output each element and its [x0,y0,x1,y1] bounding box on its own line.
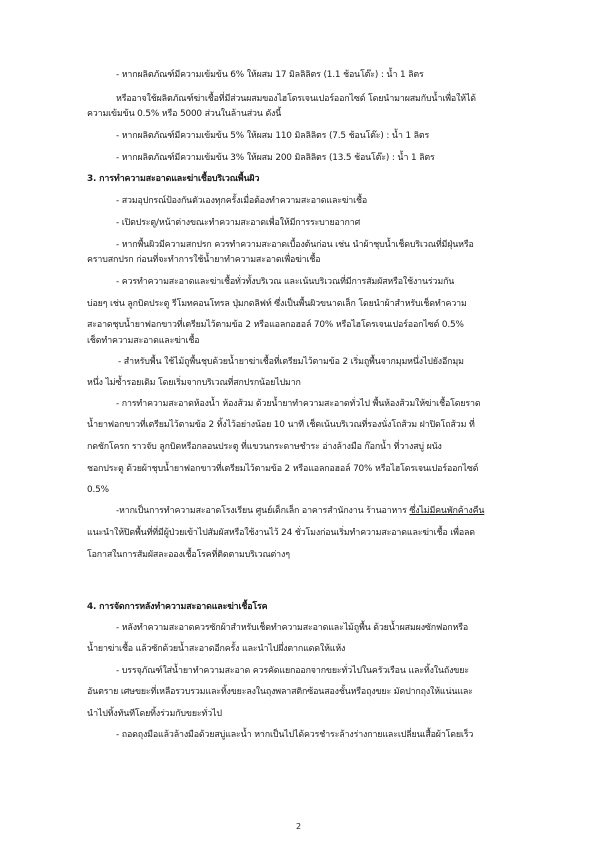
text-line: - สวมอุปกรณ์ป้องกันตัวเองทุกครั้งเมื่อต้องทำความสะอาดและฆ่าเชื้อ [116,196,368,206]
text-line: - การทำความสะอาดห้องน้ำ ห้องส้วม ด้วยน้ำยาทำความสะอาดทั่วไป พื้นห้องส้วมให้ฆ่าเชื้อโดยราด [116,399,481,409]
text-line: - เปิดประตู/หน้าต่างขณะทำความสะอาดเพื่อให้มีการระบายอากาศ [116,218,361,228]
section-heading: 3. การทำความสะอาดและฆ่าเชื้อบริเวณพื้นผิว [87,174,260,184]
text-line: ชอกประตู ด้วยผ้าชุบน้ำยาฟอกขาวที่เตรียมไว้ตามข้อ 2 หรือแอลกอฮอล์ 70% หรือไฮโดรเจนเปอร์ออกไซด์ [87,464,479,474]
page-number: 2 [296,822,302,831]
text-line: กดชักโครก ราวจับ ลูกบิดหรือกลอนประตู ที่แขวนกระดาษชำระ อ่างล้างมือ ก๊อกน้ำ ที่วางสบู่ ผนัง [87,442,442,452]
section-heading: 4. การจัดการหลังทำความสะอาดและฆ่าเชื้อโรค [87,602,268,612]
text-line: น้ำยาฆ่าเชื้อ แล้วซักด้วยน้ำสะอาดอีกครั้ง และนำไปผึ่งตากแดดให้แห้ง [87,644,346,654]
text-line: - หากผลิตภัณฑ์มีความเข้มข้น 5% ให้ผสม 110 มิลลิลิตร (7.5 ช้อนโต๊ะ) : น้ำ 1 ลิตร [116,131,430,141]
text-line: น้ำยาฟอกขาวที่เตรียมไว้ตามข้อ 2 ทิ้งไว้อย่างน้อย 10 นาที เช็ดเน้นบริเวณที่รองนั่งโถส้วม ฝาปิดโถส้วม ที่ [87,420,475,430]
text-line: เช็ดทำความสะอาดและฆ่าเชื้อ [87,336,200,346]
text-line: - หากพื้นผิวมีความสกปรก ควรทำความสะอาดเบื้องต้นก่อน เช่น นำผ้าชุบน้ำเช็ดบริเวณที่มีฝุ่นหรือ [116,240,474,250]
text-line: - บรรจุภัณฑ์ใส่น้ำยาทำความสะอาด ควรคัดแยกออกจากขยะทั่วไปในครัวเรือน และทิ้งในถังขยะ [116,666,469,676]
text-line: บ่อยๆ เช่น ลูกบิดประตู รีโมทคอนโทรล ปุ่มกดลิฟท์ ซึ่งเป็นพื้นผิวขนาดเล็ก โดยนำผ้าสำหรับเช็ดทำความ [87,299,467,309]
text-line: - หากผลิตภัณฑ์มีความเข้มข้น 3% ให้ผสม 200 มิลลิลิตร (13.5 ช้อนโต๊ะ) : น้ำ 1 ลิตร [116,153,435,163]
text-line: ความเข้มข้น 0.5% หรือ 5000 ส่วนในล้านส่วน ดังนี้ [87,109,282,119]
text-line: - หากผลิตภัณฑ์มีความเข้มข้น 6% ให้ผสม 17 มิลลิลิตร (1.1 ช้อนโต๊ะ) : น้ำ 1 ลิตร [116,70,424,80]
text-line: - ถอดถุงมือแล้วล้างมือด้วยสบู่และน้ำ หากเป็นไปได้ควรชำระล้างร่างกายและเปลี่ยนเสื้อผ้าโดยเร็ว [116,730,474,740]
text-line: อันตราย เศษขยะที่เหลือรวบรวมและทิ้งขยะลงในถุงพลาสติกซ้อนสองชั้นหรือถุงขยะ มัดปากถุงให้แน่นและ [87,687,473,697]
text-line: หรืออาจใช้ผลิตภัณฑ์ฆ่าเชื้อที่มีส่วนผสมของไฮโดรเจนเปอร์ออกไซด์ โดยนำมาผสมกับน้ำเพื่อให้ได้ [116,94,476,104]
text-line: โอกาสในการสัมผัสละอองเชื้อโรคที่ติดตามบริเวณต่างๆ [87,550,290,560]
text-line: 0.5% [87,485,109,495]
text-line: สะอาดชุบน้ำยาฟอกขาวที่เตรียมไว้ตามข้อ 2 หรือแอลกอฮอล์ 70% หรือไฮโดรเจนเปอร์ออกไซด์ 0.5% [87,320,464,330]
text-line: แนะนำให้ปิดพื้นที่ที่มีผู้ป่วยเข้าไปสัมผัสหรือใช้งานไว้ 24 ชั่วโมงก่อนเริ่มทำความสะอาดและฆ่าเชื้อ เพื่อลด [87,528,475,538]
text-line: คราบสกปรก ก่อนที่จะทำการใช้น้ำยาทำความสะอาดเพื่อฆ่าเชื้อ [87,255,321,265]
text-line: หนึ่ง ไม่ซ้ำรอยเดิม โดยเริ่มจากบริเวณที่สกปรกน้อยไปมาก [87,378,301,388]
text-segment: -หากเป็นการทำความสะอาดโรงเรียน ศูนย์เด็กเล็ก อาคารสำนักงาน ร้านอาหาร [116,506,410,516]
underlined-text: ซึ่งไม่มีคนพักค้างคืน [409,506,485,516]
text-line: - ควรทำความสะอาดและฆ่าเชื้อทั่วทั้งบริเวณ และเน้นบริเวณที่มีการสัมผัสหรือใช้งานร่วมกัน [116,277,455,287]
text-line: - สำหรับพื้น ใช้ไม้ถูพื้นชุบด้วยน้ำยาฆ่าเชื้อที่เตรียมไว้ตามข้อ 2 เริ่มถูพื้นจากมุมหนึ่งไปยังอีกมุม [118,357,464,367]
text-line [116,505,484,517]
text-line: - หลังทำความสะอาดควรซักผ้าสำหรับเช็ดทำความสะอาดและไม้ถูพื้น ด้วยน้ำผสมผงซักฟอกหรือ [116,623,469,633]
text-line: นำไปทิ้งทันทีโดยทิ้งร่วมกับขยะทั่วไป [87,709,222,719]
